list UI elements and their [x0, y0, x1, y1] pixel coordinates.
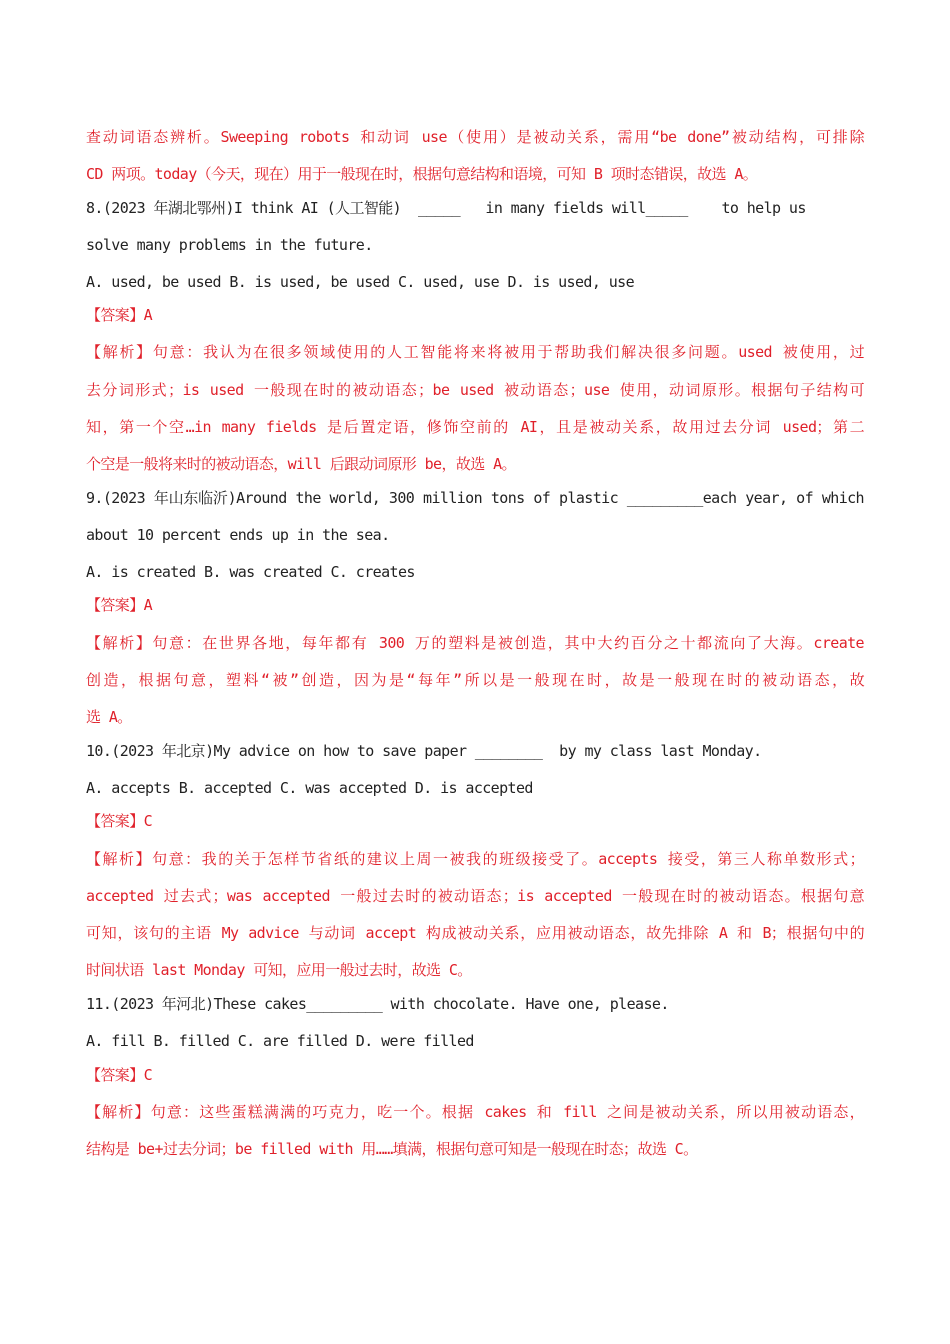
question-11-analysis: 【解析】句意：这些蛋糕满满的巧克力，吃一个。根据 cakes 和 fill 之间是被动关系，所以用被动语态， — [86, 1103, 864, 1121]
question-10-analysis: 可知，该句的主语 My advice 与动词 accept 构成被动关系，应用被动语态，故先排除 A 和 B；根据句中的 — [86, 924, 864, 942]
question-8-stem: 8.(2023 年湖北鄂州)I think AI (人工智能) _____ in many fields will_____ to help us — [86, 199, 806, 217]
question-9-analysis: 创造，根据句意，塑料“被”创造，因为是“每年”所以是一般现在时，故是一般现在时的被动语态，故 — [86, 671, 864, 689]
question-8-answer: 【答案】A — [86, 306, 153, 324]
question-10-analysis: 时间状语 last Monday 可知，应用一般过去时，故选 C。 — [86, 961, 472, 979]
question-10-stem: 10.(2023 年北京)My advice on how to save paper ________ by my class last Monday. — [86, 742, 762, 760]
question-10-analysis: accepted 过去式；was accepted 一般过去时的被动语态；is accepted 一般现在时的被动语态。根据句意 — [86, 887, 864, 905]
question-9-analysis: 【解析】句意：在世界各地，每年都有 300 万的塑料是被创造，其中大约百分之十都流向了大海。create — [86, 634, 864, 652]
question-8-analysis: 去分词形式；is used 一般现在时的被动语态；be used 被动语态；use 使用，动词原形。根据句子结构可 — [86, 381, 864, 399]
question-8-analysis: 【解析】句意：我认为在很多领域使用的人工智能将来将被用于帮助我们解决很多问题。used 被使用，过 — [86, 343, 864, 361]
question-9-stem: 9.(2023 年山东临沂)Around the world, 300 million tons of plastic _________each year, of which — [86, 489, 864, 507]
question-8-stem: solve many problems in the future. — [86, 236, 373, 254]
explanation-line: CD 两项。today（今天，现在）用于一般现在时，根据句意结构和语境，可知 B 项时态错误，故选 A。 — [86, 165, 758, 183]
question-10-analysis: 【解析】句意：我的关于怎样节省纸的建议上周一被我的班级接受了。accepts 接受，第三人称单数形式； — [86, 850, 864, 868]
question-10-answer: 【答案】C — [86, 812, 153, 830]
question-9-answer: 【答案】A — [86, 596, 153, 614]
question-11-stem: 11.(2023 年河北)These cakes_________ with chocolate. Have one, please. — [86, 995, 669, 1013]
explanation-line: 查动词语态辨析。Sweeping robots 和动词 use（使用）是被动关系，需用“be done”被动结构，可排除 — [86, 128, 864, 146]
question-11-options: A. fill B. filled C. are filled D. were filled — [86, 1032, 474, 1050]
question-8-options: A. used, be used B. is used, be used C. used, use D. is used, use — [86, 273, 635, 291]
question-9-stem: about 10 percent ends up in the sea. — [86, 526, 390, 544]
question-8-analysis: 知，第一个空…in many fields 是后置定语，修饰空前的 AI，且是被动关系，故用过去分词 used；第二 — [86, 418, 864, 436]
question-8-analysis: 个空是一般将来时的被动语态，will 后跟动词原形 be，故选 A。 — [86, 455, 516, 473]
question-11-answer: 【答案】C — [86, 1066, 153, 1084]
question-9-analysis: 选 A。 — [86, 708, 132, 726]
question-10-options: A. accepts B. accepted C. was accepted D. is accepted — [86, 779, 533, 797]
question-9-options: A. is created B. was created C. creates — [86, 563, 415, 581]
question-11-analysis: 结构是 be+过去分词；be filled with 用……填满，根据句意可知是一般现在时态；故选 C。 — [86, 1140, 698, 1158]
